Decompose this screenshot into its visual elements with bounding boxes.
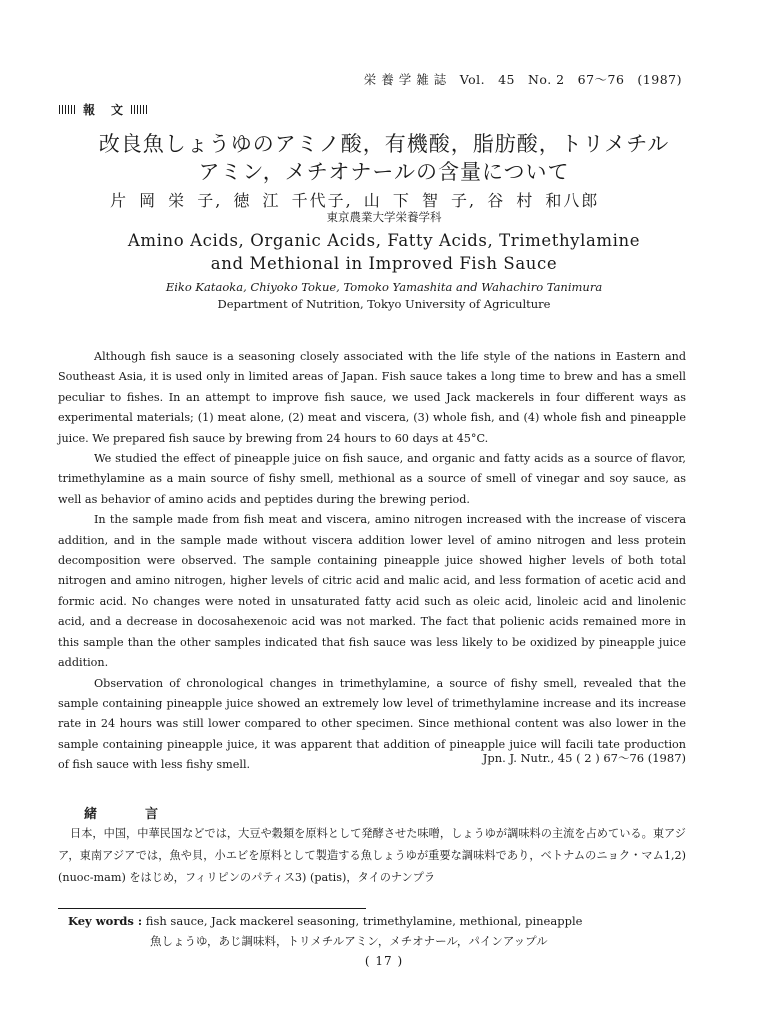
footnote-divider [58, 908, 366, 909]
abstract-paragraph: Observation of chronological changes in trimethylamine, a source of fishy smell, revealed that the sample containing pineapple juice showed an extremely low level of trimethylamine increase and its increase rate in 24 hours was still lower compared to other specimen. Since methional content was also lower in the sample containing pineapple juice, it was apparent that addition of pineapple juice will facili tate production of fish sauce with less fishy smell. [58, 676, 686, 772]
keywords-label: Key words : [68, 914, 143, 928]
affiliation-en: Department of Nutrition, Tokyo University of Agriculture [217, 297, 551, 311]
affiliation-jp: 東京農業大学栄養学科 [326, 210, 442, 224]
page-number: ( 17 ) [364, 954, 404, 968]
abstract-paragraph: In the sample made from fish meat and viscera, amino nitrogen increased with the increase of viscera addition, and in the sample made without viscera addition lower level of amino nitrogen and less protein decomposition were observed. The sample containing pineapple juice showed higher levels of both total nitrogen and amino nitrogen, higher levels of citric acid and malic acid, and less formation of acetic acid and formic acid. No changes were noted in unsaturated fatty acid such as oleic acid, linoleic acid and linolenic acid, and a decrease in docosahexenoic acid was not marked. The fact that polienic acids remained more in this sample than the other samples indicated that fish sauce was less likely to be oxidized by pineapple juice addition. [58, 513, 686, 670]
authors-jp: 片 岡 栄 子, 徳 江 千代子, 山 下 智 子, 谷 村 和八郎 [110, 191, 600, 210]
keywords-jp: 魚しょうゆ，あじ調味料，トリメチルアミン，メチオナール，パインアップル [150, 934, 548, 948]
keywords [68, 911, 582, 951]
title-jp-line1: 改良魚しょうゆのアミノ酸，有機酸，脂肪酸，トリメチル [98, 132, 670, 156]
title-en-line2: and Methional in Improved Fish Sauce [210, 254, 558, 273]
keywords-en-line [68, 911, 582, 931]
decorative-bars-left [59, 105, 77, 114]
authors-en: Eiko Kataoka, Chiyoko Tokue, Tomoko Yamashita and Wahachiro Tanimura [165, 280, 603, 294]
abstract [58, 347, 686, 776]
abstract-paragraph: Although fish sauce is a seasoning closely associated with the life style of the nations in Eastern and Southeast Asia, it is used only in limited areas of Japan. Fish sauce takes a long time to brew and has a smell peculiar to fishes. In an attempt to improve fish sauce, we used Jack mackerels in four different ways as experimental materials; (1) meat alone, (2) meat and viscera, (3) whole fish, and (4) whole fish and pineapple juice. We prepared fish sauce by brewing from 24 hours to 60 days at 45°C. [58, 350, 686, 445]
title-jp-line2: アミン，メチオナールの含量について [198, 160, 570, 184]
abstract-paragraph: We studied the effect of pineapple juice on fish sauce, and organic and fatty acids as a source of flavor, trimethylamine as a main source of fishy smell, methional as a source of smell of vinegar and soy sauce, as well as behavior of amino acids and peptides during the brewing period. [58, 452, 686, 506]
article-category [59, 101, 149, 118]
title-en-line1: Amino Acids, Organic Acids, Fatty Acids, Trimethylamine [127, 231, 641, 250]
keywords-en: fish sauce, Jack mackerel seasoning, trimethylamine, methional, pineapple [145, 914, 583, 928]
citation: Jpn. J. Nutr., 45 ( 2 ) 67〜76 (1987) [482, 751, 686, 765]
section-heading: 緒言 [84, 807, 207, 822]
category-label: 報 文 [83, 103, 126, 117]
decorative-bars-right [131, 105, 149, 114]
introduction [58, 823, 686, 889]
journal-reference: 栄 養 学 雑 誌 Vol. 45 No. 2 67〜76 (1987) [363, 72, 682, 87]
intro-paragraph: 日本，中国，中華民国などでは，大豆や穀類を原料として発酵させた味噌，しょうゆが調味料の主流を占めている。東アジア，東南アジアでは，魚や貝，小エビを原料として製造する魚しょうゆが重要な調味料であり，ベトナムのニョク・マム1,2) (nuoc-mam) をはじめ，フィリピンのパティス3) (patis)，タイのナンプラ [58, 827, 686, 884]
